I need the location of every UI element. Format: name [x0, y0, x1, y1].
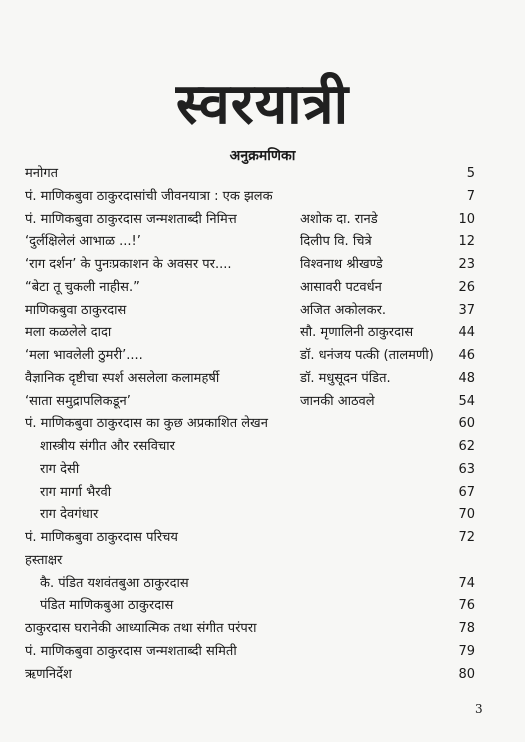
toc-entry-page: 46 [458, 348, 475, 363]
toc-entry-page: 70 [458, 507, 475, 523]
toc-entry [0, 436, 525, 458]
toc-entry-author: दिलीप वि. चित्रे [300, 234, 372, 250]
toc-entry-page: 37 [458, 302, 475, 318]
toc-entry-page: 74 [458, 575, 475, 591]
toc-entry [0, 641, 525, 663]
toc-entry-page: 48 [458, 370, 475, 386]
toc-entry-title: पं. माणिकबुवा ठाकुरदास परिचय [25, 530, 178, 545]
toc-entry-page: 79 [458, 643, 475, 659]
toc-entry-title: पंडित माणिकबुआ ठाकुरदास [40, 598, 174, 614]
toc-entry-page: 76 [458, 598, 475, 614]
toc-entry [0, 550, 525, 572]
toc-entry-author: सौ. मृणालिनी ठाकुरदास [300, 325, 414, 341]
toc-entry-title: ‘साता समुद्रापलिकडून’ [25, 393, 131, 409]
toc-entry-title: पं. माणिकबुवा ठाकुरदास जन्मशताब्दी निमित्त [25, 211, 237, 227]
toc-entry-page: 54 [458, 393, 475, 409]
toc-entry-author: आसावरी पटवर्धन [300, 279, 382, 295]
toc-entry-page: 26 [458, 279, 475, 295]
toc-entry-title: वैज्ञानिक दृष्टीचा स्पर्श असलेला कलामहर्षी [25, 370, 220, 386]
toc-entry-title: ठाकुरदास घरानेकी आध्यात्मिक तथा संगीत परंपरा [25, 621, 257, 636]
toc-entry-title: हस्ताक्षर [25, 552, 63, 568]
toc-entry-page: 44 [458, 325, 475, 341]
toc-entry-title: ‘मला भावलेली ठुमरी’.... [25, 348, 143, 363]
toc-entry [0, 459, 525, 481]
toc-entry-title: पं. माणिकबुवा ठाकुरदासांची जीवनयात्रा : एक झलक [25, 188, 273, 204]
toc-entry-page: 72 [458, 530, 475, 545]
toc-entry-author: जानकी आठवले [300, 393, 375, 409]
toc-entry [0, 322, 525, 344]
toc-entry-page: 60 [458, 416, 475, 432]
toc-entry-page: 67 [458, 484, 475, 500]
toc-entry-title: “बेटा तू चुकली नाहीस.” [25, 279, 140, 295]
toc-entry [0, 504, 525, 526]
toc-entry [0, 300, 525, 322]
toc-entry [0, 595, 525, 617]
toc-entry-author: अजित अकोलकर. [300, 302, 387, 318]
toc-entry-title: राग देवगंधार [40, 507, 99, 523]
toc-entry-page: 63 [458, 461, 475, 477]
toc-entry [0, 186, 525, 208]
toc-entry-page: 80 [458, 666, 475, 682]
toc-entry [0, 254, 525, 276]
toc-entry [0, 391, 525, 413]
toc-entry-page: 7 [466, 188, 475, 204]
toc-entry [0, 368, 525, 390]
toc-entry-page: 62 [458, 439, 475, 454]
toc-entry [0, 277, 525, 299]
toc-entry-title: कै. पंडित यशवंतबुआ ठाकुरदास [40, 575, 189, 591]
toc-entry-page: 10 [458, 211, 475, 227]
book-title: स्वरयात्री [175, 72, 350, 137]
toc-entry [0, 231, 525, 253]
toc-entry-title: शास्त्रीय संगीत और रसविचार [40, 439, 175, 454]
toc-entry-page: 23 [458, 257, 475, 272]
toc-entry-author: अशोक दा. रानडे [300, 211, 378, 227]
toc-entry-page: 78 [458, 621, 475, 636]
toc-entry-title: ‘दुर्लक्षिलेलं आभाळ ...!’ [25, 234, 141, 250]
toc-entry-page: 12 [458, 234, 475, 250]
toc-entry [0, 345, 525, 367]
toc-entry-title: ऋणनिर्देश [25, 666, 72, 682]
toc-entry [0, 527, 525, 549]
toc-entry-page: 5 [466, 166, 475, 181]
toc-entry-title: ‘राग दर्शन’ के पुनःप्रकाशन के अवसर पर.... [25, 257, 232, 272]
toc-entry [0, 573, 525, 595]
toc-entry [0, 482, 525, 504]
toc-entry-title: मला कळलेले दादा [25, 325, 112, 341]
page-number: 3 [475, 702, 483, 716]
toc-entry-author: डॉ. मधुसूदन पंडित. [300, 370, 391, 386]
toc-entry [0, 664, 525, 686]
toc-heading: अनुक्रमणिका [229, 148, 296, 164]
toc-entry-title: राग देसी [40, 461, 80, 477]
toc-entry-title: मनोगत [25, 166, 59, 181]
toc-entry [0, 618, 525, 640]
toc-entry-title: राग मार्गा भैरवी [40, 484, 112, 500]
toc-entry [0, 209, 525, 231]
toc-entry [0, 413, 525, 435]
toc-entry-title: माणिकबुवा ठाकुरदास [25, 302, 127, 318]
toc-entry-author: डॉ. धनंजय पत्की (तालमणी) [300, 348, 434, 363]
toc-entry-title: पं. माणिकबुवा ठाकुरदास का कुछ अप्रकाशित लेखन [25, 416, 268, 432]
toc-entry-author: विश्वनाथ श्रीखण्डे [300, 257, 383, 272]
toc-entry [0, 163, 525, 185]
toc-entry-title: पं. माणिकबुवा ठाकुरदास जन्मशताब्दी समिती [25, 643, 237, 659]
